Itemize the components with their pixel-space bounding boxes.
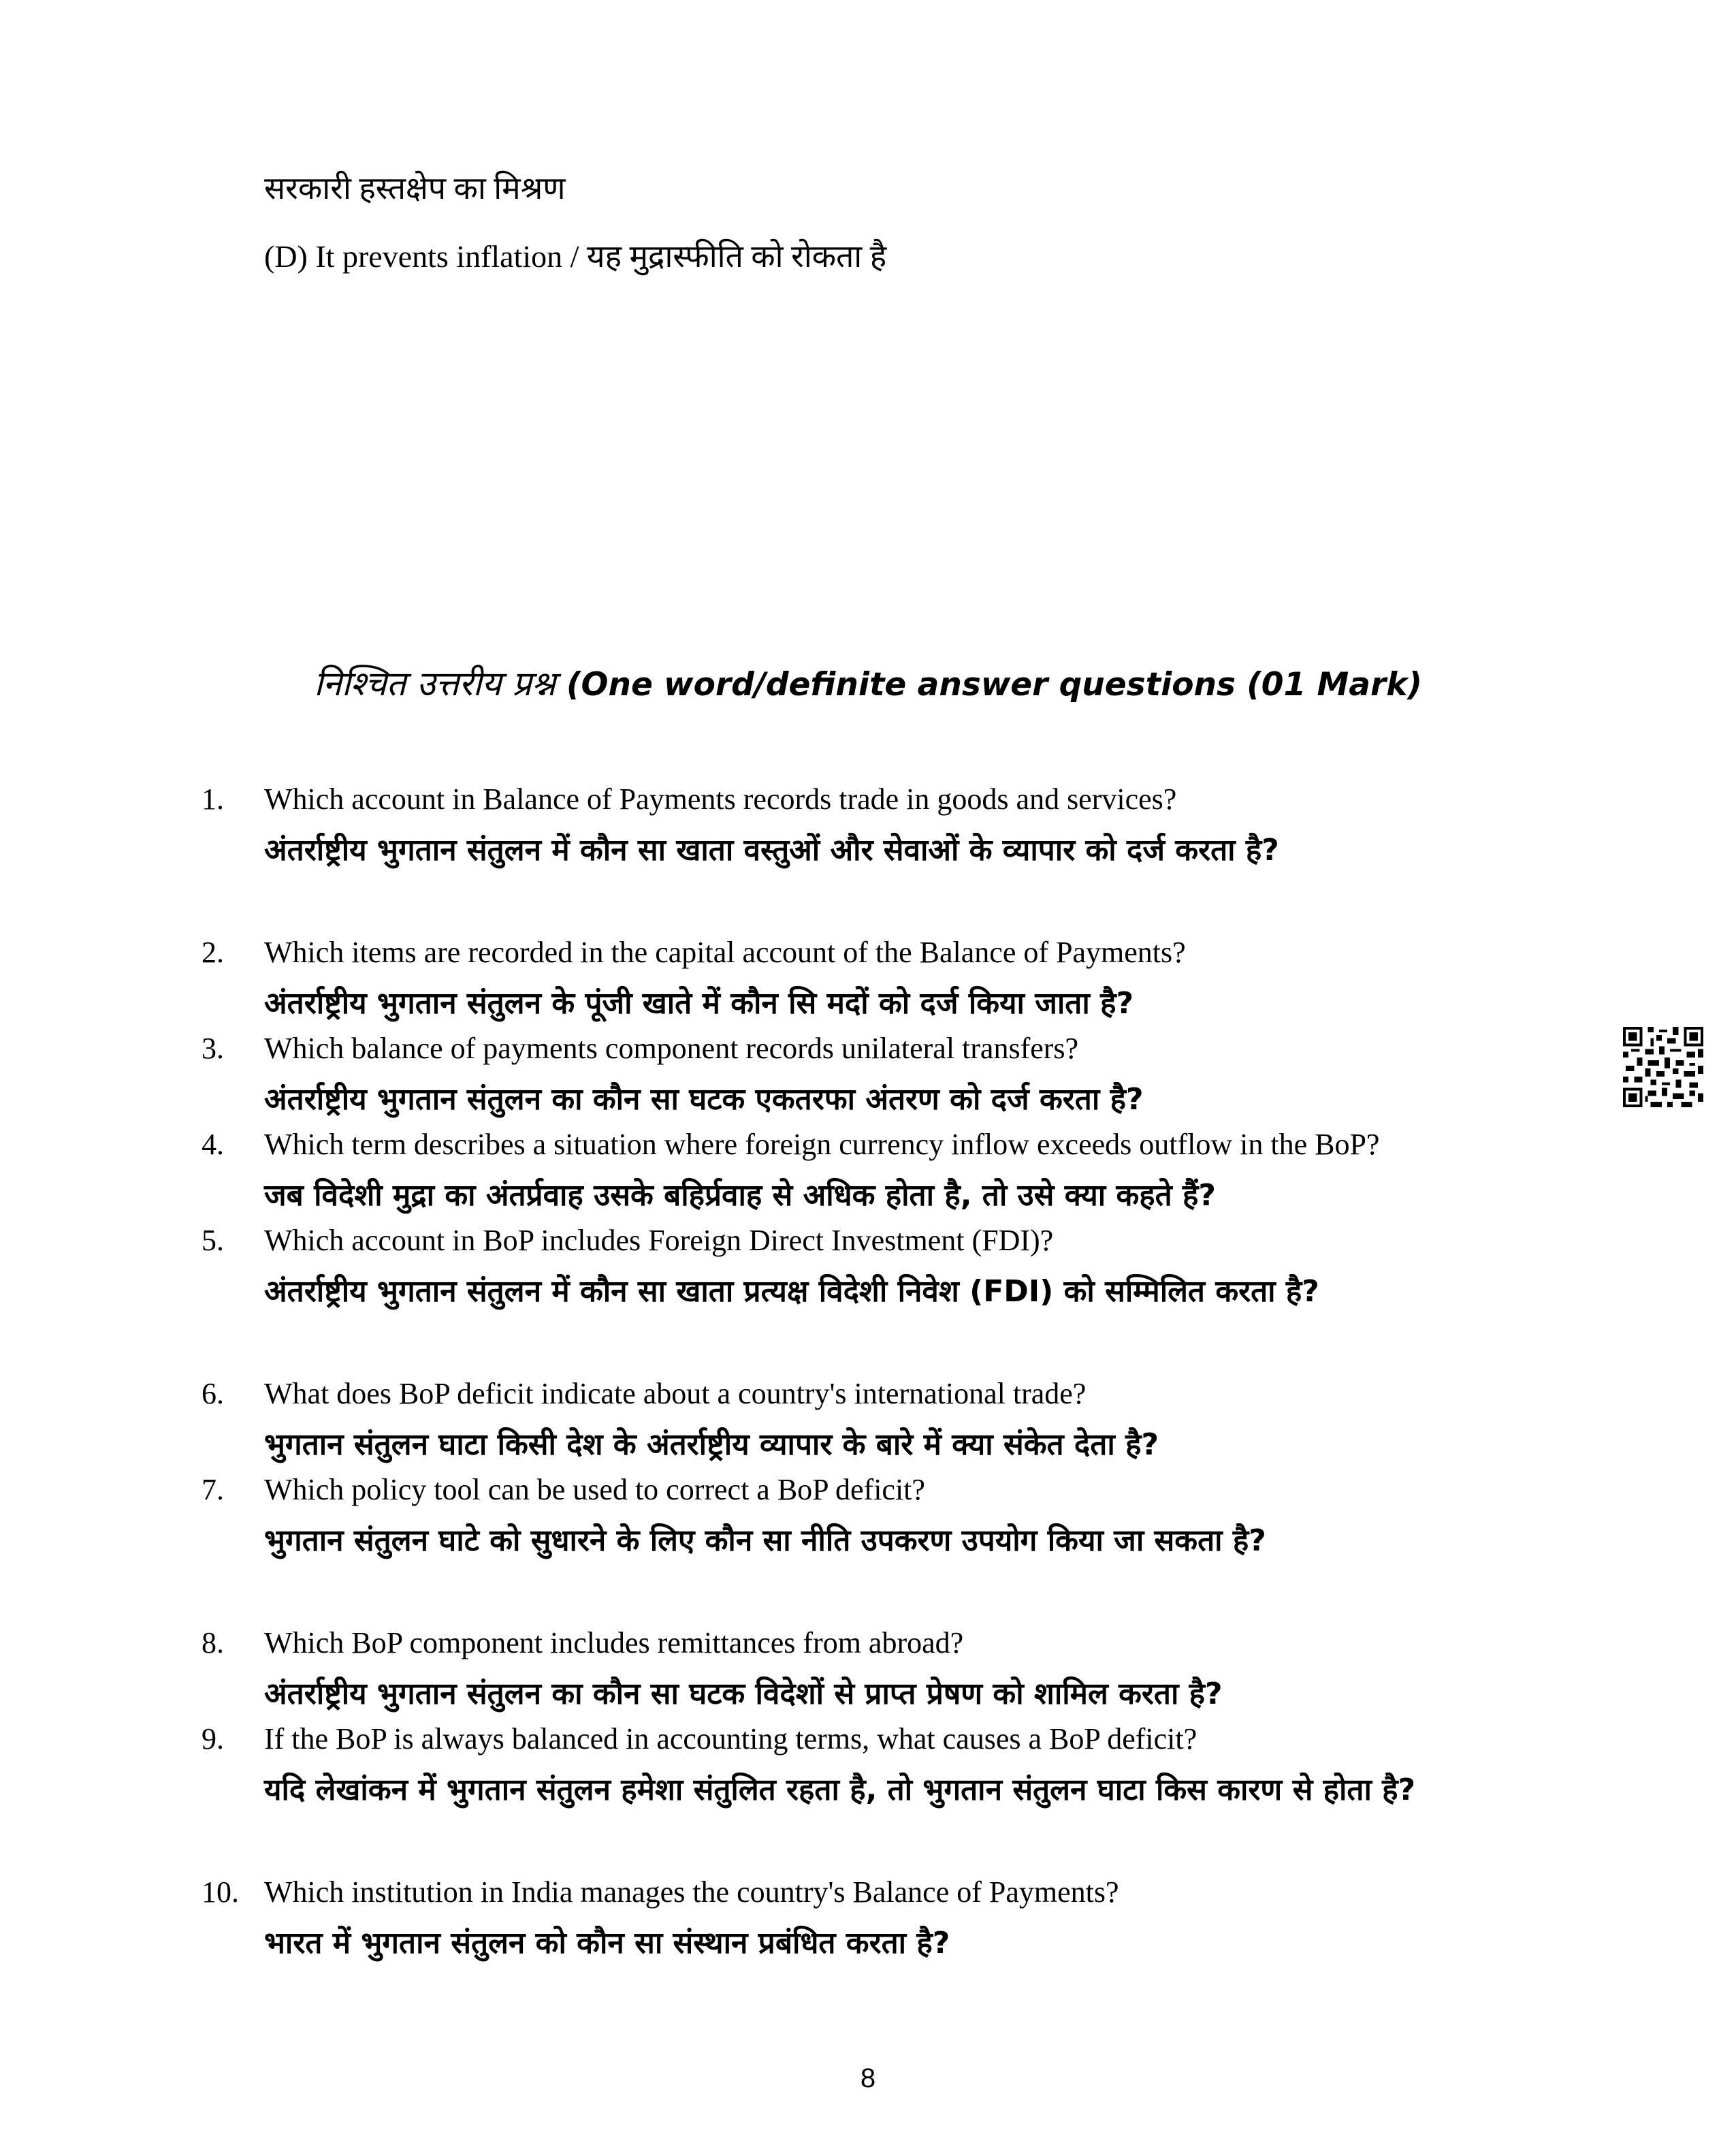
carryover-option-d: (D) It prevents inflation / यह मुद्रास्फीति को रोकता है <box>264 239 887 274</box>
question-hindi: भारत में भुगतान संतुलन को कौन सा संस्थान प्रबंधित करता है? <box>264 1926 950 1960</box>
question-english: Which account in Balance of Payments records trade in goods and services? <box>264 782 1177 816</box>
qr-code-icon <box>1623 1027 1703 1107</box>
section-heading <box>0 659 1736 705</box>
question-hindi: अंतर्राष्ट्रीय भुगतान संतुलन के पूंजी खाते में कौन सि मदों को दर्ज किया जाता है? <box>264 986 1134 1021</box>
question-number: 7. <box>202 1473 224 1506</box>
question-english: Which account in BoP includes Foreign Direct Investment (FDI)? <box>264 1224 1054 1257</box>
question-number: 2. <box>202 936 224 969</box>
question-hindi: भुगतान संतुलन घाटा किसी देश के अंतर्राष्ट्रीय व्यापार के बारे में क्या संकेत देता है? <box>264 1427 1159 1462</box>
question-number: 8. <box>202 1626 224 1659</box>
question-number: 5. <box>202 1224 224 1257</box>
question-number: 9. <box>202 1722 224 1755</box>
carryover-line-1: सरकारी हस्तक्षेप का मिश्रण <box>264 171 566 206</box>
question-english: Which term describes a situation where foreign currency inflow exceeds outflow in the BoP? <box>264 1128 1380 1161</box>
section-heading-hindi: निश्चित उत्तरीय प्रश्न <box>314 664 567 703</box>
question-number: 6. <box>202 1377 224 1410</box>
question-english: If the BoP is always balanced in accounting terms, what causes a BoP deficit? <box>264 1722 1197 1755</box>
question-number: 3. <box>202 1032 224 1065</box>
question-english: Which items are recorded in the capital account of the Balance of Payments? <box>264 936 1186 969</box>
question-number: 10. <box>202 1875 239 1909</box>
question-hindi: यदि लेखांकन में भुगतान संतुलन हमेशा संतुलित रहता है, तो भुगतान संतुलन घाटा किस कारण से होता है? <box>264 1773 1416 1807</box>
question-number: 1. <box>202 782 224 816</box>
question-hindi: अंतर्राष्ट्रीय भुगतान संतुलन का कौन सा घटक विदेशों से प्राप्त प्रेषण को शामिल करता है? <box>264 1677 1223 1711</box>
question-hindi: अंतर्राष्ट्रीय भुगतान संतुलन में कौन सा खाता प्रत्यक्ष विदेशी निवेश (FDI) को सम्मिलित करता है? <box>264 1274 1319 1309</box>
question-hindi: जब विदेशी मुद्रा का अंतर्प्रवाह उसके बहिर्प्रवाह से अधिक होता है, तो उसे क्या कहते हैं? <box>264 1178 1216 1213</box>
section-heading-english: (One word/definite answer questions (01 Mark) <box>566 666 1422 703</box>
page-number: 8 <box>860 2063 876 2093</box>
question-hindi: अंतर्राष्ट्रीय भुगतान संतुलन में कौन सा खाता वस्तुओं और सेवाओं के व्यापार को दर्ज करता है? <box>264 833 1279 868</box>
question-english: Which institution in India manages the country's Balance of Payments? <box>264 1875 1119 1909</box>
question-hindi: भुगतान संतुलन घाटे को सुधारने के लिए कौन सा नीति उपकरण उपयोग किया जा सकता है? <box>264 1523 1266 1558</box>
question-english: Which BoP component includes remittances from abroad? <box>264 1626 964 1659</box>
question-english: Which policy tool can be used to correct a BoP deficit? <box>264 1473 925 1506</box>
question-english: Which balance of payments component records unilateral transfers? <box>264 1032 1079 1065</box>
question-english: What does BoP deficit indicate about a country's international trade? <box>264 1377 1087 1410</box>
question-number: 4. <box>202 1128 224 1161</box>
question-hindi: अंतर्राष्ट्रीय भुगतान संतुलन का कौन सा घटक एकतरफा अंतरण को दर्ज करता है? <box>264 1082 1144 1117</box>
